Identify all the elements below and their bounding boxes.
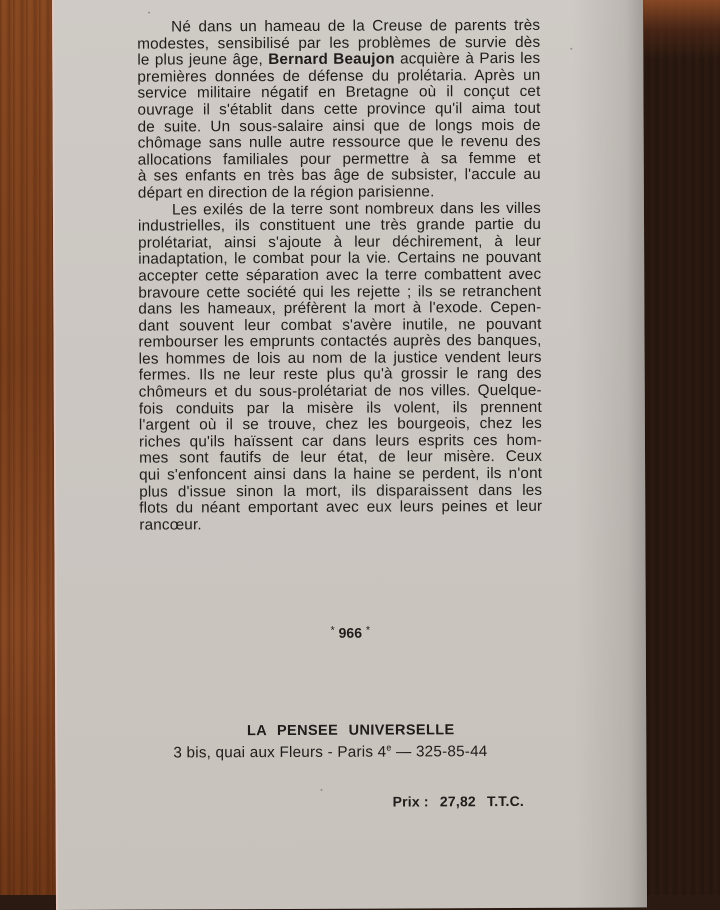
publisher-name: LA PENSEE UNIVERSELLE <box>246 722 455 740</box>
book-number-value: 966 <box>338 624 363 641</box>
star-icon: * <box>330 624 335 637</box>
cover-speck <box>570 48 572 50</box>
blurb-line: accepter cette séparation avec la terre combattent avec <box>138 265 542 285</box>
book-back-cover <box>52 0 647 910</box>
star-icon: * <box>365 624 371 637</box>
blurb-line: mes sont fautifs de leur état, de leur misère. Ceux <box>139 448 543 468</box>
blurb-text-fragment: acquière à Paris les <box>394 50 541 68</box>
blurb-line: modestes, sensibilisé par les problèmes de survie dès <box>137 33 541 53</box>
blurb-line: de suite. Un sous-salaire ainsi que de longs mois de <box>137 116 541 136</box>
blurb-line: dans les hameaux, préfèrent la mort à l'exode. Cepen- <box>138 298 542 318</box>
blurb-line: bravoure cette société qui les rejette ; ils se retranchent <box>138 282 542 302</box>
blurb-line: plus d'issue sinon la mort, ils disparaissent dans les <box>139 481 543 501</box>
blurb-line: prolétariat, ainsi s'ajoute à leur déchirement, à leur <box>138 232 542 252</box>
blurb-line: rembourser les emprunts contactés auprès des banques, <box>138 332 542 351</box>
blurb-text <box>137 18 542 534</box>
address-phone: — 325-85-44 <box>391 743 488 761</box>
blurb-line: à ses enfants en très bas âge de subsister, l'accule au <box>137 166 541 185</box>
blurb-line: Né dans un hameau de la Creuse de parents très <box>171 16 541 36</box>
blurb-line: riches qu'ils haïssent car dans leurs esprits ces hom- <box>138 431 543 451</box>
blurb-line: fermes. Ils ne leur reste plus qu'à grossir le rang des <box>138 365 542 385</box>
blurb-line: l'argent où il se trouve, chez les bourgeois, chez les <box>138 415 542 434</box>
blurb-line: chômage sans nulle autre ressource que le revenu des <box>137 133 541 152</box>
address-arrondissement-suffix: e <box>386 742 392 753</box>
cover-speck <box>320 789 322 791</box>
blurb-line: ouvrage il s'établit dans cette province qu'il aima tout <box>137 99 541 119</box>
blurb-text-fragment: le plus jeune âge, <box>137 51 269 69</box>
blurb-line: départ en direction de la région parisienne. <box>137 183 435 202</box>
price-label: Prix : <box>392 793 429 810</box>
blurb-line: chômeurs et du sous-prolétariat de nos villes. Quelque- <box>138 381 542 401</box>
book-number <box>55 623 646 642</box>
blurb-line: les hommes de lois au nom de la justice vendent leurs <box>138 348 542 368</box>
cover-speck <box>148 12 150 14</box>
blurb-line: rancœur. <box>139 516 202 534</box>
price-tax: T.T.C. <box>486 792 525 810</box>
blurb-line: dant souvent leur combat s'avère inutile, ne pouvant <box>138 315 542 335</box>
blurb-line: fois conduits par la misère ils volent, ils prennent <box>138 398 542 418</box>
blurb-line: Les exilés de la terre sont nombreux dans les villes <box>171 199 541 219</box>
blurb-line: flots du néant emportant avec eux leurs peines et leur <box>139 498 543 517</box>
price-line <box>393 793 532 810</box>
price-value: 27,82 <box>439 793 476 810</box>
blurb-line: premières données de défense du prolétaria. Après un <box>137 66 541 86</box>
author-name: Bernard Beaujon <box>268 50 395 69</box>
blurb-line: industrielles, ils constituent une très grande partie du <box>137 215 542 235</box>
blurb-line: service militaire négatif en Bretagne où il conçut cet <box>137 83 541 103</box>
publisher-address <box>173 742 487 762</box>
address-street: 3 bis, quai aux Fleurs - Paris 4 <box>173 743 387 762</box>
blurb-line: qui s'enfoncent ainsi dans la haine se perdent, ils n'ont <box>139 464 543 484</box>
blurb-line: inadaptation, le combat pour la vie. Certains ne pouvant <box>138 249 542 268</box>
blurb-line: allocations familiales pour permettre à sa femme et <box>137 149 541 169</box>
